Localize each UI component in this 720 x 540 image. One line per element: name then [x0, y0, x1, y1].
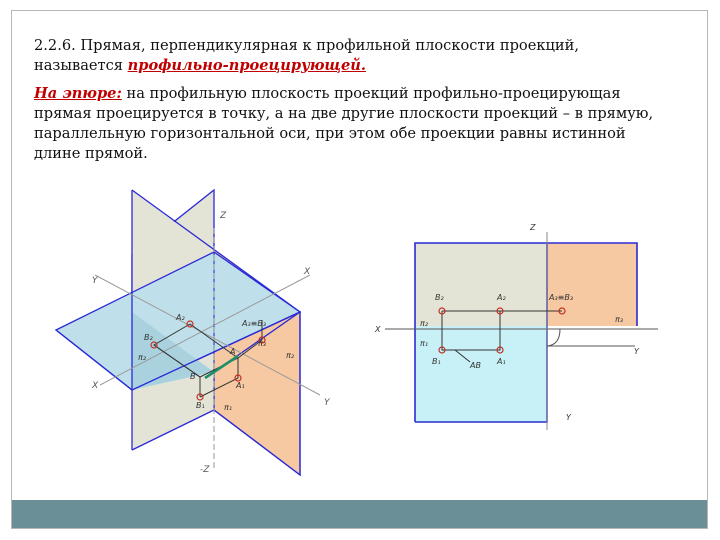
label-a3-b3-epure: A₃≡B₃ [549, 293, 574, 302]
label-ab-epure: AB [470, 361, 481, 370]
label-a1: A₁ [236, 381, 245, 390]
label-pi3-epure: π₃ [615, 315, 624, 324]
label-a1-epure: A₁ [497, 357, 506, 366]
term-profile-projecting: профильно-проецирующей. [127, 57, 366, 74]
label-z-bottom: -Z [200, 465, 210, 475]
label-y-right-epure: Y [634, 347, 639, 356]
label-y-bottom: Y [324, 398, 330, 408]
label-pi1: π₁ [224, 403, 233, 412]
label-pi2: π₂ [138, 353, 147, 362]
label-b2: B₂ [144, 333, 153, 342]
label-x-right: X [304, 267, 311, 277]
label-b2-epure: B₂ [435, 293, 444, 302]
axis-y-arc [547, 329, 560, 346]
horizontal-plane-epure [415, 326, 547, 422]
label-a2-epure: A₂ [497, 293, 506, 302]
label-b1-epure: B₁ [432, 357, 441, 366]
label-pi3: π₃ [258, 339, 267, 348]
label-x-epure: X [375, 325, 381, 334]
label-pi1-epure: π₁ [420, 339, 429, 348]
label-a3-b3: A₃≡B₃ [242, 319, 267, 328]
label-b1: B₁ [196, 401, 205, 410]
label-a: A [230, 347, 236, 356]
label-x-left: X [92, 381, 99, 391]
bottom-bar [12, 500, 707, 528]
label-a2: A₂ [176, 313, 185, 322]
definition-line-1: 2.2.6. Прямая, перпендикулярная к профильной плоскости проекций, [34, 37, 579, 54]
label-z-epure: Z [530, 223, 536, 232]
epure-text: на профильную плоскость проекций профильно-проецирующая прямая проецируется в точку, а на две другие плоскости проекций – в прямую, параллельную горизонтальной оси, при этом обе проекции равны истинной длине прямой. [34, 85, 654, 162]
label-z-top: Z [220, 211, 227, 221]
term-epure: На эпюре: [34, 85, 122, 102]
label-b: B [190, 372, 196, 381]
label-y-bottom-epure: Y [566, 413, 571, 422]
label-pi2-epure: π₂ [420, 319, 429, 328]
label-pi2-profile: π₂ [286, 351, 295, 360]
frontal-plane-epure [415, 243, 547, 326]
definition-line-2: называется [34, 57, 128, 74]
label-y-left: Y [92, 276, 98, 286]
